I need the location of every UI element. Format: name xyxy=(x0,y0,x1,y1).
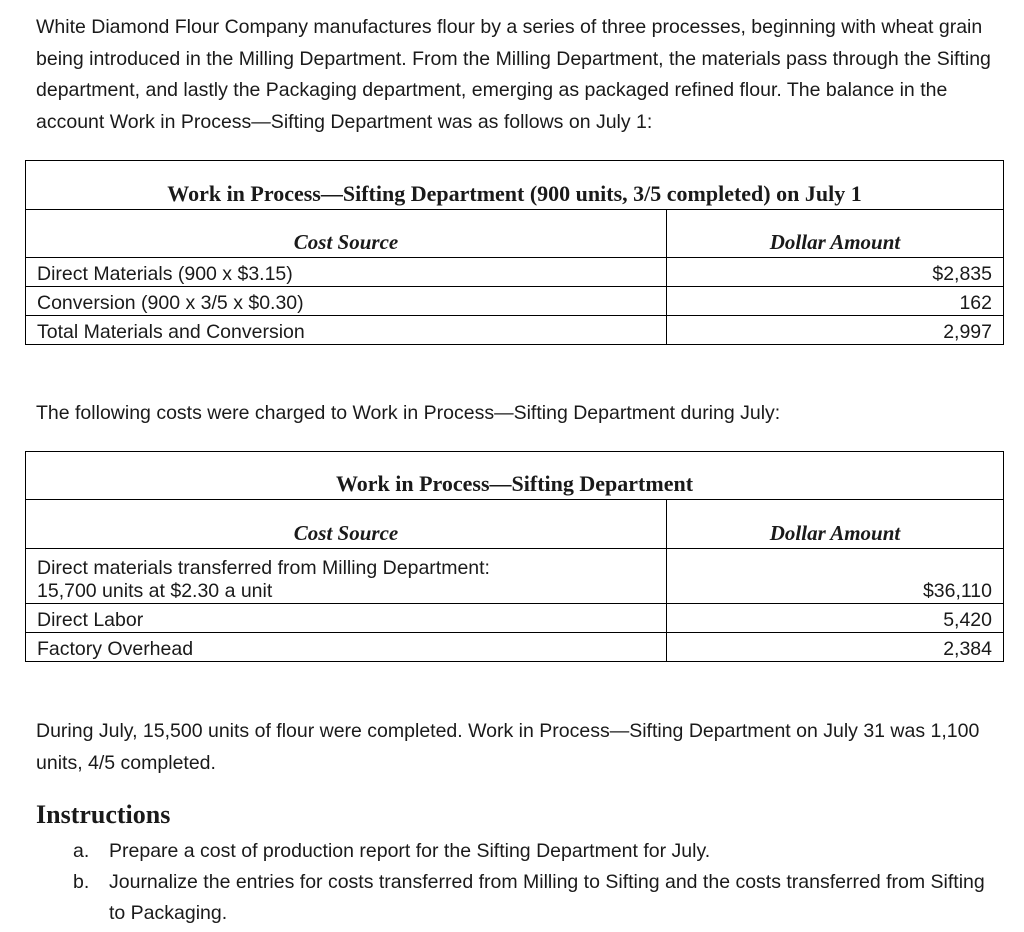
dollar-amount-cell: 2,997 xyxy=(667,316,1004,345)
table-row xyxy=(26,549,1004,604)
middle-paragraph: The following costs were charged to Work in Process—Sifting Department during July: xyxy=(36,402,781,424)
dollar-amount-cell: 5,420 xyxy=(667,604,1004,633)
list-item-text: Journalize the entries for costs transferred from Milling to Sifting and the costs transferred from Sifting to Packaging. xyxy=(109,871,985,924)
table-row xyxy=(26,633,1004,662)
column-header-cost-source: Cost Source xyxy=(26,210,667,258)
dollar-amount-cell: $36,110 xyxy=(667,549,1004,604)
intro-paragraph: White Diamond Flour Company manufactures flour by a series of three processes, beginning with wheat grain being introduced in the Milling Department. From the Milling Department, the materials pass through the Sifting department, and lastly the Packaging department, emerging as packaged refined flour. The balance in the account Work in Process—Sifting Department was as follows on July 1: xyxy=(36,16,991,133)
table-row xyxy=(26,316,1004,345)
cost-source-cell xyxy=(26,549,667,604)
cost-source-cell: Total Materials and Conversion xyxy=(26,316,667,345)
column-header-dollar-amount: Dollar Amount xyxy=(667,210,1004,258)
cost-source-line: Direct materials transferred from Milling Department: xyxy=(37,557,490,579)
table-row xyxy=(26,604,1004,633)
column-header-cost-source: Cost Source xyxy=(26,500,667,549)
column-header-dollar-amount: Dollar Amount xyxy=(667,500,1004,549)
instructions-heading: Instructions xyxy=(36,800,171,829)
list-item-letter: a. xyxy=(73,840,90,862)
cost-source-cell: Direct Materials (900 x $3.15) xyxy=(26,258,667,287)
july1-balance-table xyxy=(25,160,1004,345)
cost-source-cell: Direct Labor xyxy=(26,604,667,633)
dollar-amount-cell: 2,384 xyxy=(667,633,1004,662)
table-title: Work in Process—Sifting Department (900 units, 3/5 completed) on July 1 xyxy=(26,161,1004,210)
list-item-letter: b. xyxy=(73,871,90,893)
list-item-text: Prepare a cost of production report for the Sifting Department for July. xyxy=(109,840,711,862)
july-charges-table xyxy=(25,451,1004,662)
cost-source-cell: Conversion (900 x 3/5 x $0.30) xyxy=(26,287,667,316)
instructions-list xyxy=(36,836,996,929)
list-item xyxy=(36,867,996,929)
table-title: Work in Process—Sifting Department xyxy=(26,452,1004,500)
cost-source-cell: Factory Overhead xyxy=(26,633,667,662)
closing-paragraph: During July, 15,500 units of flour were completed. Work in Process—Sifting Department on July 31 was 1,100 units, 4/5 completed. xyxy=(36,720,980,774)
cost-source-line: 15,700 units at $2.30 a unit xyxy=(37,580,273,602)
list-item xyxy=(36,836,996,867)
table-row xyxy=(26,287,1004,316)
dollar-amount-cell: $2,835 xyxy=(667,258,1004,287)
dollar-amount-cell: 162 xyxy=(667,287,1004,316)
table-row xyxy=(26,258,1004,287)
